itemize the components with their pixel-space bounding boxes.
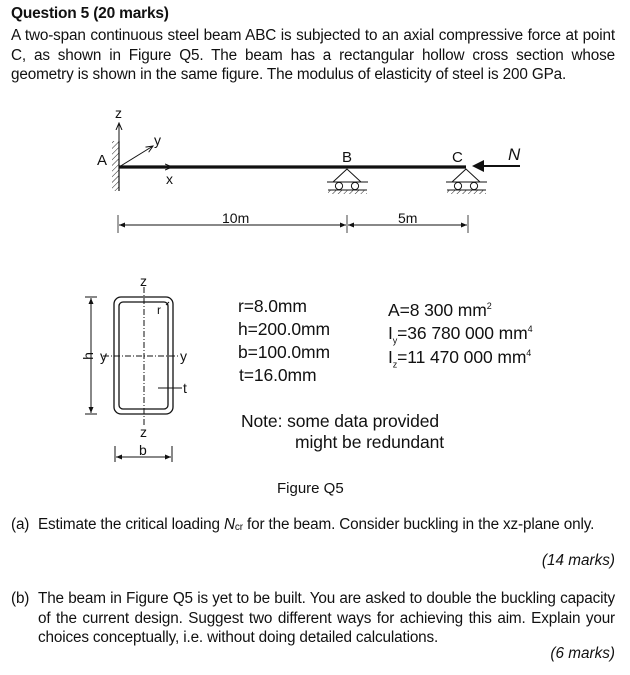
- dim-t: t=16.0mm: [239, 365, 317, 385]
- part-a-tag: (a): [11, 516, 30, 533]
- prop-iy: $I_y=36$ 780 000 $mm^4$: [388, 323, 533, 346]
- part-b-text: The beam in Figure Q5 is yet to be built. You are asked to double the buckling capacity of the current design. Suggest two different ways for achieving this aim. Explain your choices conceptually, i.e. without doing detailed calculations.: [38, 590, 615, 647]
- part-a-text: Estimate the critical loading $N_{cr}$ for the beam. Consider buckling in the xz-plane only.: [38, 516, 595, 533]
- question-intro: A two-span continuous steel beam ABC is subjected to an axial compressive force at point C, as shown in Figure Q5. The beam has a rectangular hollow cross section whose geometry is shown in the same figure. The modulus of elasticity of steel is 200 GPa.: [11, 27, 615, 84]
- point-label-a: A: [97, 152, 108, 169]
- part-a: [11, 515, 615, 538]
- section-label-b: b: [139, 442, 147, 458]
- section-label-y-right: y: [180, 348, 187, 364]
- load-label-n: N: [508, 145, 521, 164]
- axis-label-z: z: [115, 105, 122, 121]
- section-label-z-top: z: [140, 273, 147, 289]
- part-b-tag: (b): [11, 590, 30, 607]
- dim-h: h=200.0mm: [238, 319, 331, 339]
- roller-support-b: [327, 169, 368, 194]
- hollow-section: [85, 287, 182, 462]
- prop-area: A=8 300 $mm^2$: [388, 300, 492, 320]
- figure-caption: Figure Q5: [277, 480, 344, 497]
- dim-b: b=100.0mm: [238, 342, 331, 362]
- point-label-b: B: [342, 149, 353, 166]
- section-label-y-left: y: [100, 348, 107, 364]
- prop-iz: $I_z=11$ 470 000 $mm^4$: [388, 347, 532, 370]
- coordinate-axes: [119, 123, 172, 167]
- point-label-c: C: [452, 149, 463, 166]
- section-label-t: t: [183, 380, 187, 396]
- part-b: [11, 589, 615, 648]
- span-label-bc: 5m: [398, 210, 418, 226]
- section-label-h: h: [79, 352, 96, 360]
- part-a-marks: (14 marks): [541, 552, 615, 569]
- note-line-1: Note: some data provided: [241, 411, 439, 431]
- dim-r: r=8.0mm: [238, 296, 307, 316]
- axis-label-x: x: [166, 171, 173, 187]
- axis-label-y: y: [154, 132, 161, 148]
- question-title: Question 5 (20 marks): [11, 5, 169, 22]
- part-b-marks: (6 marks): [550, 645, 615, 662]
- span-label-ab: 10m: [222, 210, 250, 226]
- fixed-support-a: [112, 141, 119, 191]
- section-label-z-bottom: z: [140, 424, 147, 440]
- ncr-symbol: $N_{cr}$: [223, 516, 243, 533]
- section-label-r: r: [157, 303, 161, 317]
- note-line-2: might be redundant: [295, 432, 445, 452]
- roller-support-c: [446, 169, 487, 194]
